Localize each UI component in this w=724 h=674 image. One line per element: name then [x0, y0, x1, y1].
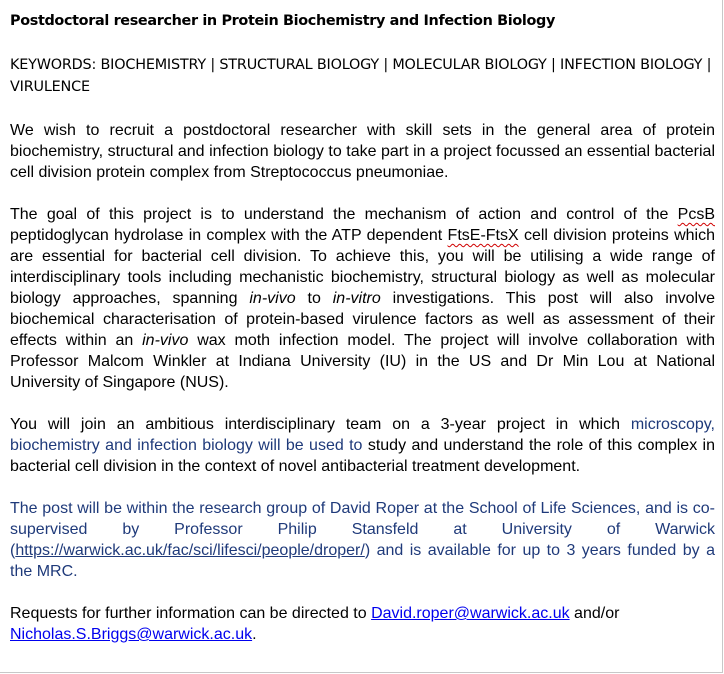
- job-title: Postdoctoral researcher in Protein Biochemistry and Infection Biology: [10, 13, 555, 29]
- group-page-link[interactable]: https://warwick.ac.uk/fac/sci/lifesci/people/droper/: [15, 542, 365, 559]
- text-run: You will join an ambitious interdisciplinary team on a 3-year project in which: [10, 416, 631, 433]
- spellcheck-word-pcsb: PcsB: [677, 206, 715, 223]
- spellcheck-word-ftse-ftsx: FtsE-FtsX: [447, 227, 519, 244]
- keywords: KEYWORDS: BIOCHEMISTRY | STRUCTURAL BIOLOGY | MOLECULAR BIOLOGY | INFECTION BIOLOGY | VIRULENCE: [10, 57, 712, 95]
- text-run: .: [252, 626, 257, 643]
- highlighted-text: microscopy, biochemistry and infection biology will be used to: [10, 416, 715, 454]
- text-run: Requests for further information can be directed to: [10, 605, 372, 622]
- email-link-briggs[interactable]: Nicholas.S.Briggs@warwick.ac.uk: [10, 626, 253, 643]
- email-link-roper[interactable]: David.roper@warwick.ac.uk: [371, 605, 570, 622]
- paragraph-supervision: [10, 498, 715, 582]
- italic-term: in-vivo: [249, 290, 296, 307]
- text-run: The post will be within the research group of David Roper at the School of Life Sciences, and is co-supervised by Professor Philip Stansfeld at University of Warwick (: [10, 500, 715, 559]
- paragraph-intro: We wish to recruit a postdoctoral researcher with skill sets in the general area of protein biochemistry, structural and infection biology to take part in a project focussed an essential bacterial cell division protein complex from Streptococcus pneumoniae.: [10, 122, 715, 181]
- text-run: The goal of this project is to understand the mechanism of action and control of the: [10, 206, 678, 223]
- paragraph-team: [10, 414, 715, 477]
- text-run: ) and is available for up to 3 years funded by a the MRC.: [10, 542, 715, 580]
- italic-term: in-vivo: [142, 332, 189, 349]
- document-body: [10, 10, 715, 645]
- text-run: cell division proteins which are essential for bacterial cell division. To achieve this, you will be utilising a wide range of interdisciplinary tools including mechanistic biochemistry, structural biology as well as molecular biology approaches, spanning: [10, 227, 716, 307]
- text-run: wax moth infection model. The project will involve collaboration with Professor Malcom Winkler at Indiana University (IU) in the US and Dr Min Lou at National University of Singapore (NUS).: [10, 332, 715, 391]
- paragraph-goal: [10, 204, 715, 393]
- text-run: and/or: [569, 605, 620, 622]
- text-run: investigations. This post will also involve biochemical characterisation of protein-based virulence factors as well as assessment of their effects within an: [10, 290, 716, 349]
- text-run: study and understand the role of this complex in bacterial cell division in the context of novel antibacterial treatment development.: [10, 437, 716, 475]
- text-run: peptidoglycan hydrolase in complex with the ATP dependent: [10, 227, 448, 244]
- italic-term: in-vitro: [332, 290, 381, 307]
- text-run: to: [295, 290, 333, 307]
- paragraph-contact: [10, 603, 715, 645]
